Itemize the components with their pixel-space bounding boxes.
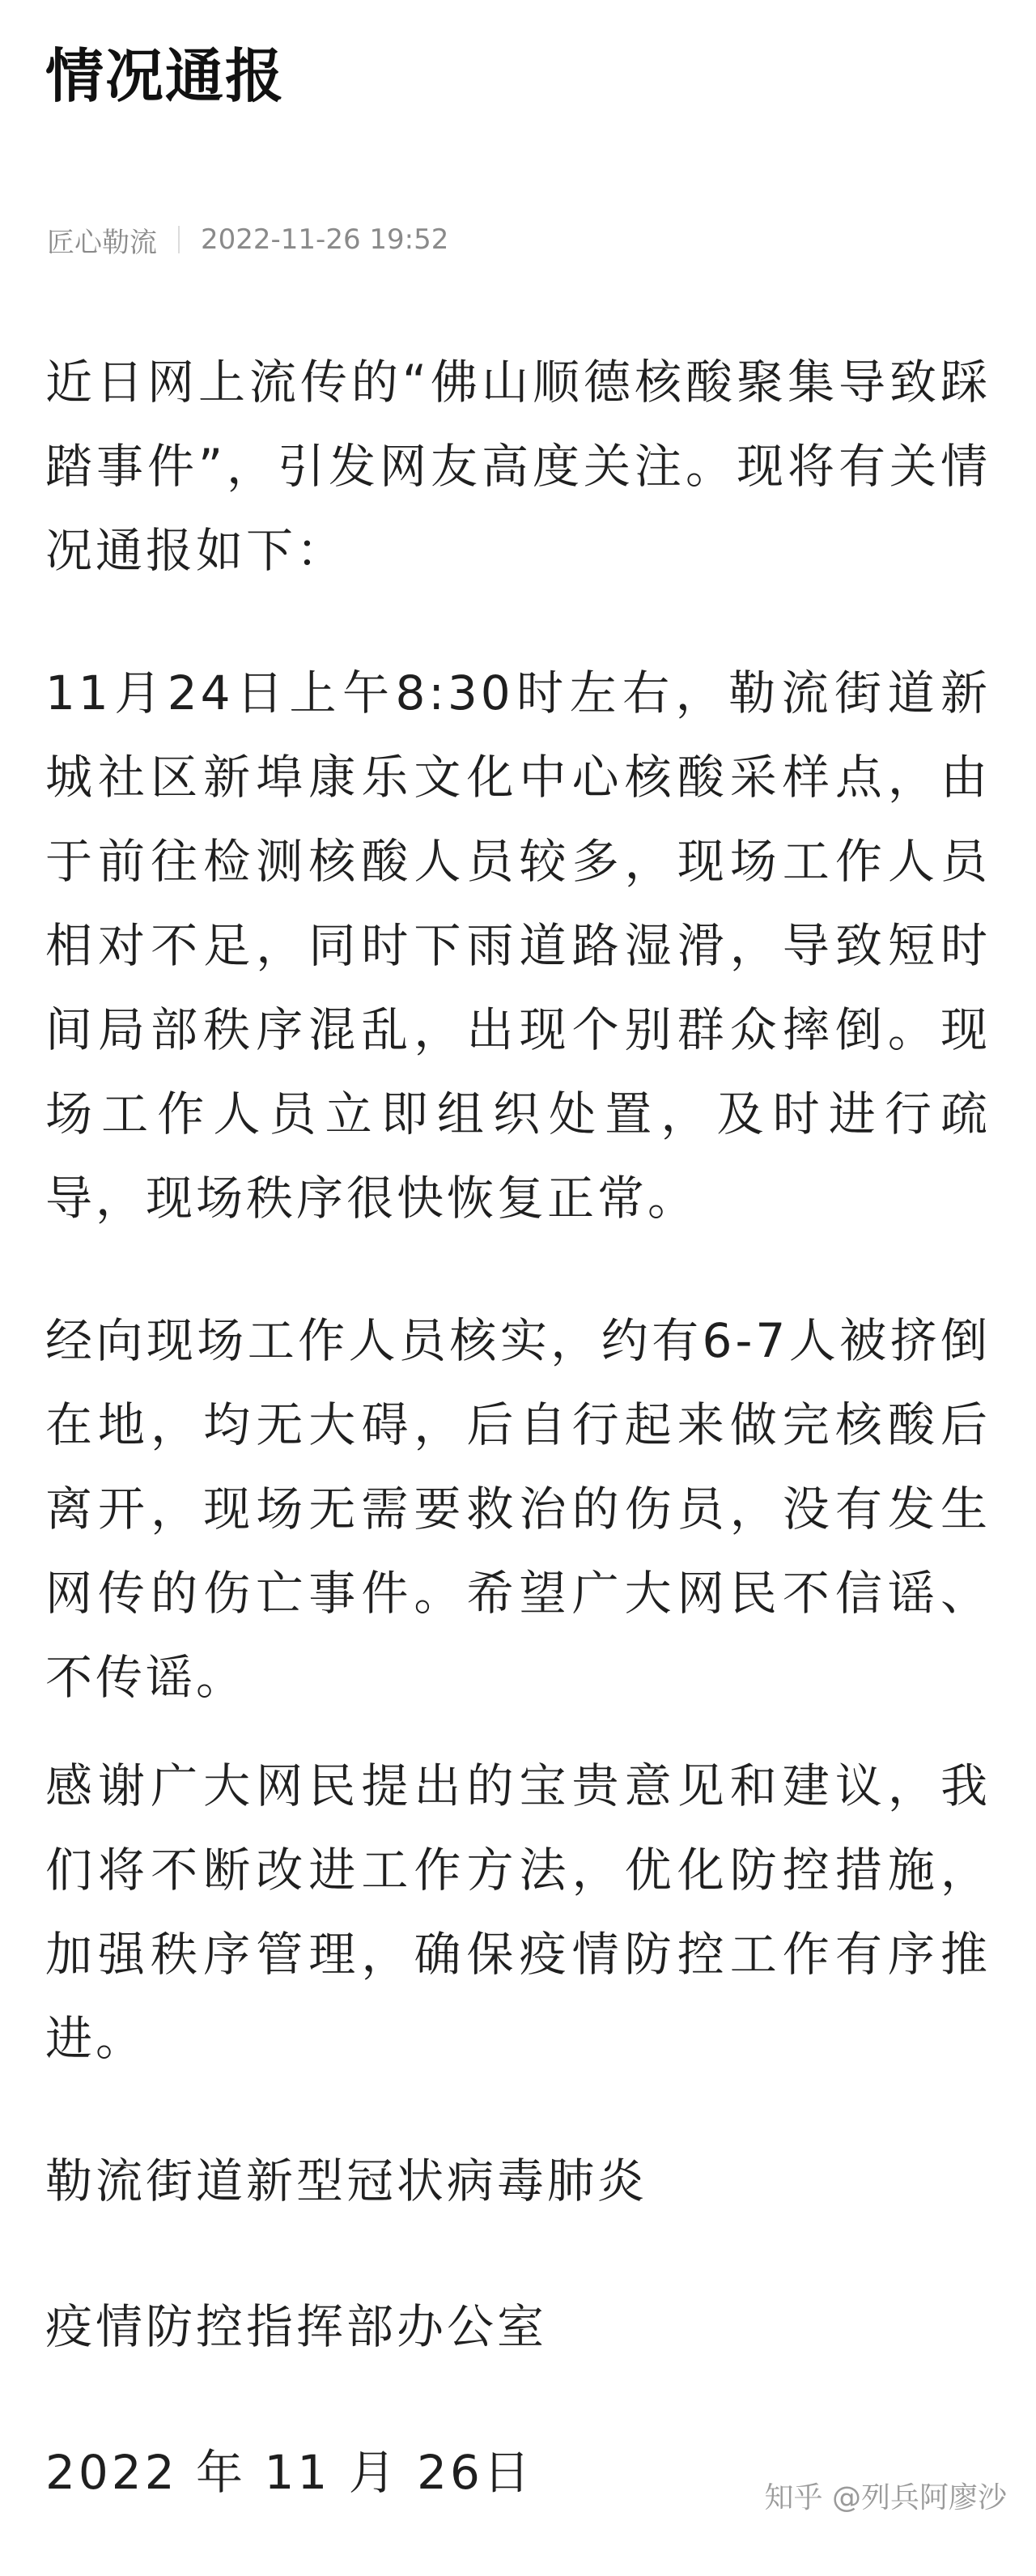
paragraph-intro: 近日网上流传的“佛山顺德核酸聚集导致踩踏事件”，引发网友高度关注。现将有关情况通报如下： [45,355,991,578]
article-title: 情况通报 [45,42,286,110]
zhihu-watermark [765,2475,1007,2516]
meta-divider [178,226,180,253]
article-body [45,340,991,2576]
signature-org-line2: 疫情防控指挥部办公室 [45,2299,548,2354]
signature-date: 2022 年 11 月 26日 [45,2445,533,2500]
paragraph-incident: 11月24日上午8:30时左右，勒流街道新城社区新埠康乐文化中心核酸采样点，由于前往检测核酸人员较多，现场工作人员相对不足，同时下雨道路湿滑，导致短时间局部秩序混乱，出现个别群众摔倒。现场工作人员立即组织处置，及时进行疏导，现场秩序很快恢复正常。 [45,665,991,1226]
paragraph-verification: 经向现场工作人员核实，约有6-7人被挤倒在地，均无大碍，后自行起来做完核酸后离开，现场无需要救治的伤员，没有发生网传的伤亡事件。希望广大网民不信谣、不传谣。 [45,1313,991,1705]
article-meta [47,220,448,259]
signature-org-line1: 勒流街道新型冠状病毒肺炎 [45,2153,648,2208]
publish-time: 2022-11-26 19:52 [201,223,449,256]
author-name[interactable]: 匠心勒流 [47,226,157,259]
paragraph-thanks: 感谢广大网民提出的宝贵意见和建议，我们将不断改进工作方法，优化防控措施，加强秩序管理，确保疫情防控工作有序推进。 [45,1758,991,2066]
watermark-text: 知乎 @列兵阿廖沙 [764,2481,1007,2514]
